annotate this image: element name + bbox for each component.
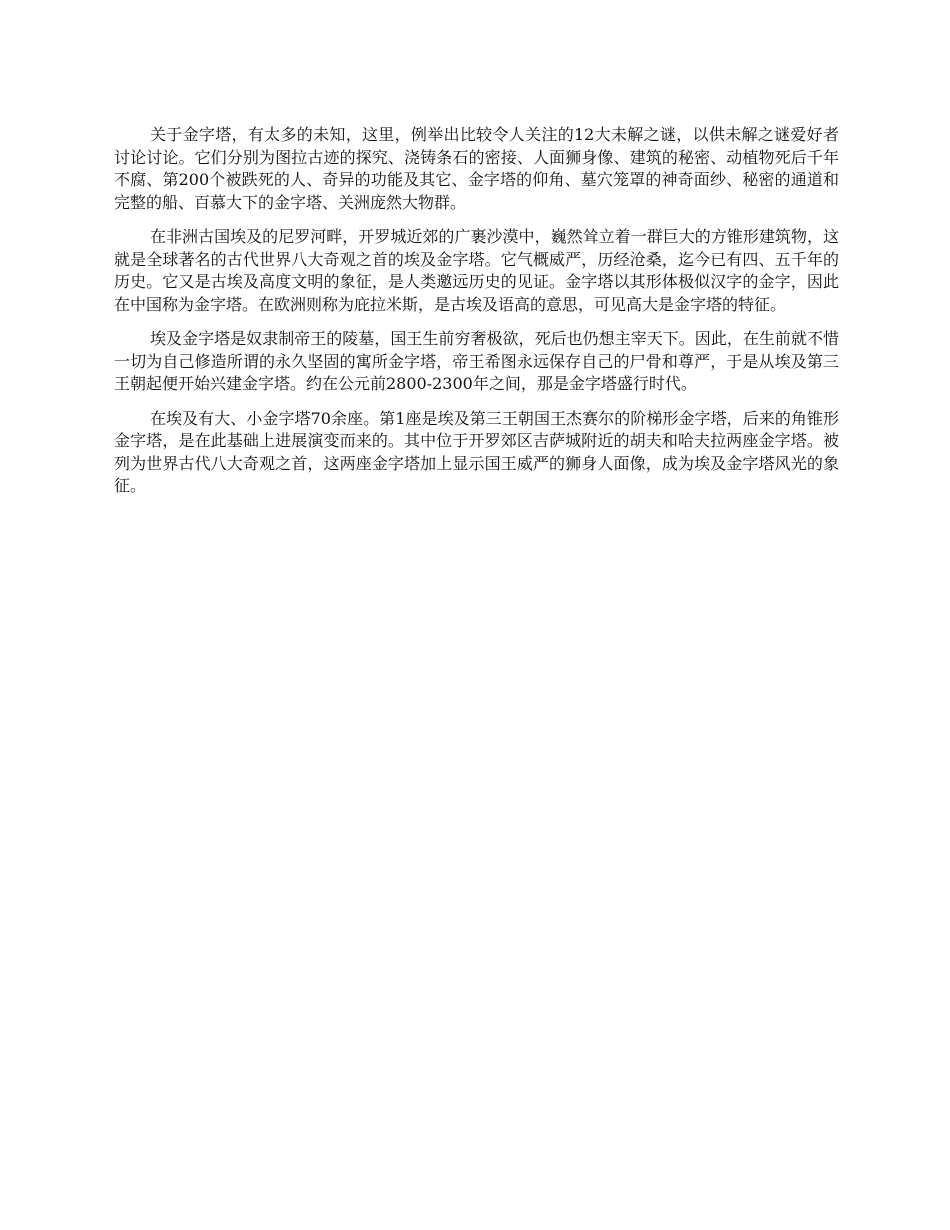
- paragraph-4: 在埃及有大、小金字塔70余座。第1座是埃及第三王朝国王杰赛尔的阶梯形金字塔，后来的角锥形金字塔，是在此基础上进展演变而来的。其中位于开罗郊区吉萨城附近的胡夫和哈夫拉两座金字塔。被列为世界古代八大奇观之首，这两座金字塔加上显示国王威严的狮身人面像，成为埃及金字塔风光的象征。: [114, 408, 839, 495]
- document-page: [114, 124, 839, 510]
- paragraph-2: 在非洲古国埃及的尼罗河畔，开罗城近郊的广裹沙漠中，巍然耸立着一群巨大的方锥形建筑物，这就是全球著名的古代世界八大奇观之首的埃及金字塔。它气概威严，历经沧桑，迄今已有四、五千年的历史。它又是古埃及高度文明的象征，是人类邀远历史的见证。金字塔以其形体极似汉字的金字，因此在中国称为金字塔。在欧洲则称为庇拉米斯，是古埃及语高的意思，可见高大是金字塔的特征。: [114, 227, 839, 314]
- paragraph-1: 关于金字塔，有太多的未知，这里，例举出比较令人关注的12大未解之谜，以供未解之谜爱好者讨论讨论。它们分别为图拉古迹的探究、浇铸条石的密接、人面狮身像、建筑的秘密、动植物死后千年不腐、第200个被跌死的人、奇异的功能及其它、金字塔的仰角、墓穴笼罩的神奇面纱、秘密的通道和完整的船、百慕大下的金字塔、关洲庞然大物群。: [114, 125, 839, 212]
- paragraph-3: 埃及金字塔是奴隶制帝王的陵墓，国王生前穷奢极欲，死后也仍想主宰天下。因此，在生前就不惜一切为自己修造所谓的永久坚固的寓所金字塔，帝王希图永远保存自己的尸骨和尊严，于是从埃及第三王朝起便开始兴建金字塔。约在公元前2800-2300年之间，那是金字塔盛行时代。: [114, 329, 839, 393]
